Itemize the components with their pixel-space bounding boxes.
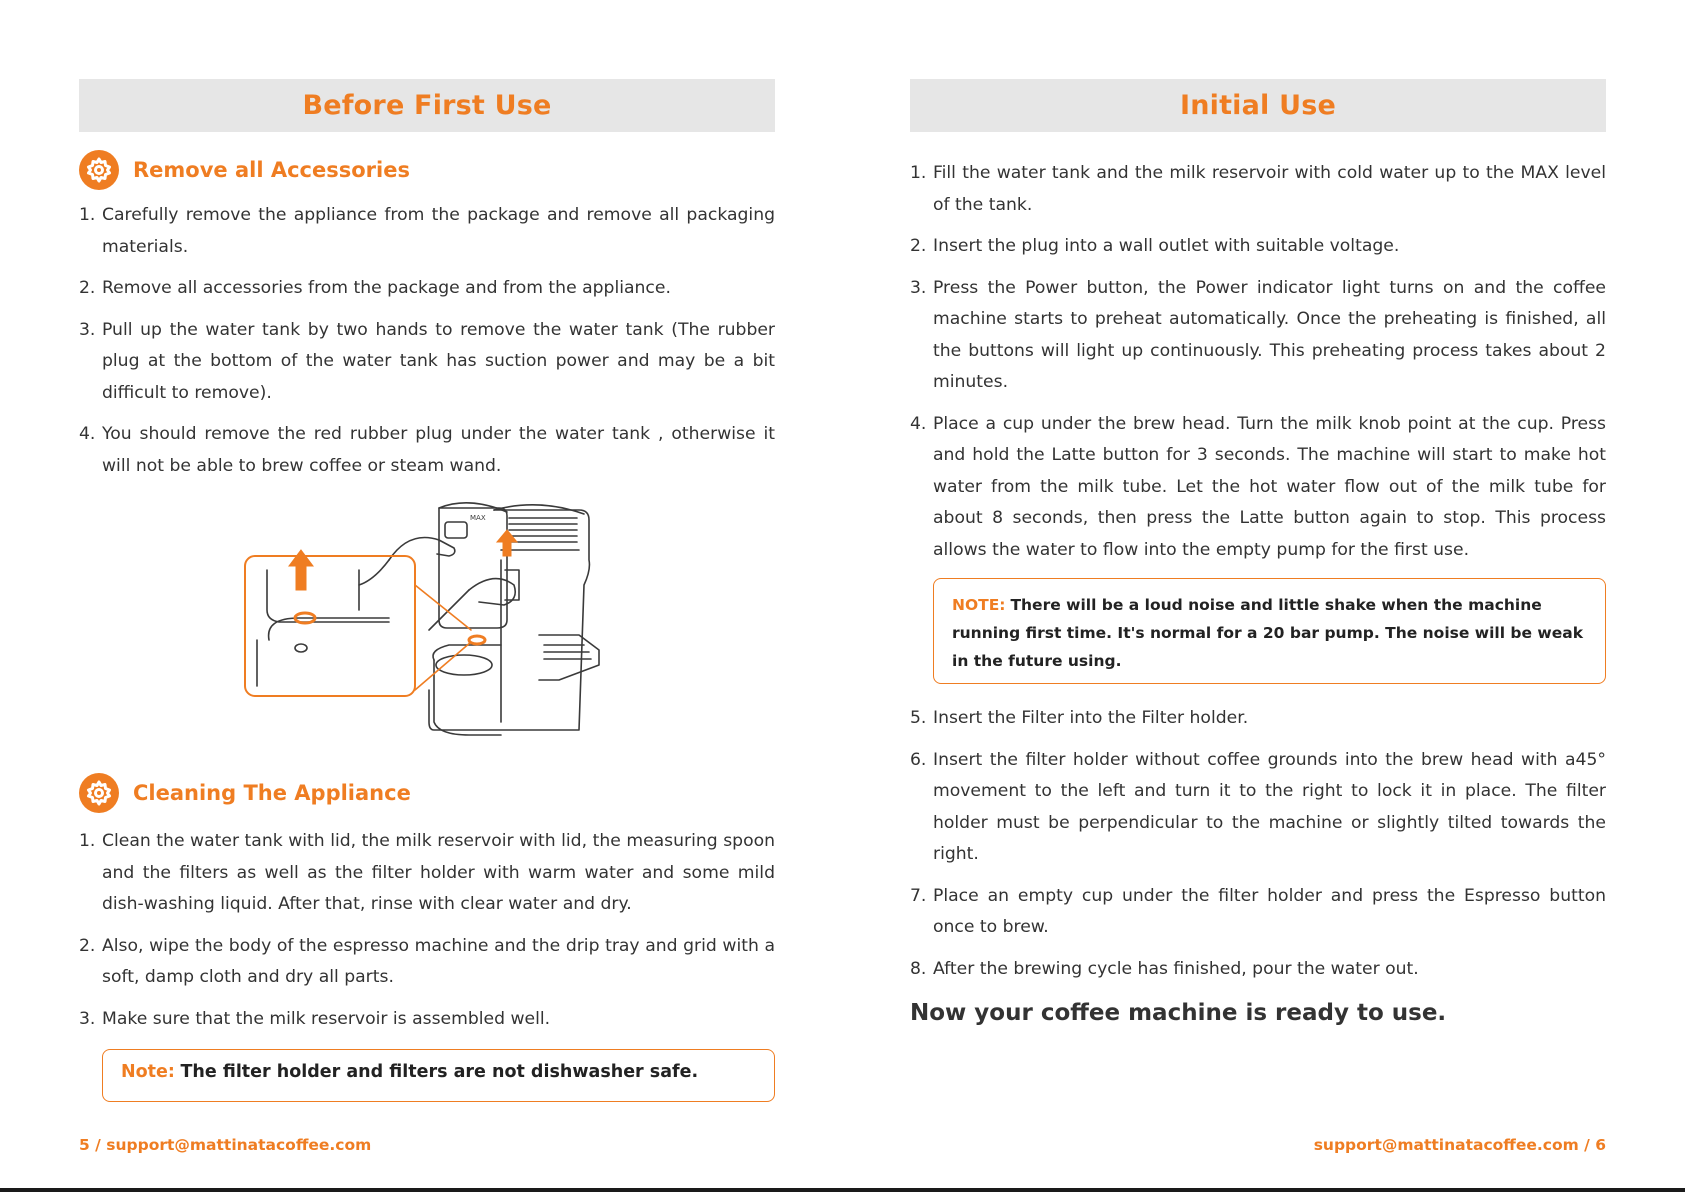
list-item: 1. Clean the water tank with lid, the milk reservoir with lid, the measuring spoon and the filters as well as the filter holder with warm water and some mild dish-washing liquid. After that, rinse with clear water and dry. <box>79 831 775 914</box>
dishwasher-note: Note: The filter holder and filters are not dishwasher safe. <box>102 1049 775 1102</box>
cleaning-appliance-heading <box>79 773 411 813</box>
gear-icon <box>79 773 119 813</box>
section-title: Cleaning The Appliance <box>133 781 411 805</box>
before-first-use-banner <box>79 79 775 132</box>
ready-to-use-text: Now your coffee machine is ready to use. <box>910 1000 1447 1026</box>
list-item: 4. You should remove the red rubber plug under the water tank , otherwise it will not be able to brew coffee or steam wand. <box>79 424 775 476</box>
initial-use-list-b <box>910 703 1606 995</box>
list-item: 3. Press the Power button, the Power indicator light turns on and the coffee machine starts to preheat automatically. Once the preheating is finished, all the buttons will light up continuously. This preheating process takes about 2 minutes. <box>910 277 1606 392</box>
list-item: 5. Insert the Filter into the Filter holder. <box>910 708 1249 728</box>
list-item: 1. Fill the water tank and the milk reservoir with cold water up to the MAX level of the tank. <box>910 163 1606 215</box>
gear-icon <box>79 150 119 190</box>
list-item: 4. Place a cup under the brew head. Turn the milk knob point at the cup. Press and hold the Latte button for 3 seconds. The machine will start to make hot water from the milk tube. Let the hot water flow out of the milk tube for about 8 seconds, then press the Latte button again to stop. This process allows the water to flow into the empty pump for the first use. <box>910 413 1606 560</box>
footer-left: 5 / support@mattinatacoffee.com <box>79 1136 372 1154</box>
banner-title: Initial Use <box>1179 90 1337 121</box>
bottom-border <box>0 1188 1685 1192</box>
list-item: 7. Place an empty cup under the filter holder and press the Espresso button once to brew. <box>910 885 1606 937</box>
remove-accessories-list <box>79 200 775 492</box>
list-item: 2. Also, wipe the body of the espresso machine and the drip tray and grid with a soft, damp cloth and dry all parts. <box>79 935 775 987</box>
list-item: 6. Insert the filter holder without coffee grounds into the brew head with a45° movement to the left and turn it to the right to lock it in place. The filter holder must be perpendicular to the machine or slightly tilted towards the right. <box>910 749 1606 864</box>
max-label: MAX <box>470 514 486 522</box>
list-item: 3. Pull up the water tank by two hands to remove the water tank (The rubber plug at the bottom of the water tank has suction power and may be a bit difficult to remove). <box>79 319 775 403</box>
list-item: 1. Carefully remove the appliance from the package and remove all packaging materials. <box>79 205 775 257</box>
pump-noise-note: NOTE: There will be a loud noise and little shake when the machine running first time. It's normal for a 20 bar pump. The noise will be weak in the future using. <box>933 578 1606 684</box>
cleaning-list <box>79 826 775 1045</box>
list-item: 2. Insert the plug into a wall outlet with suitable voltage. <box>910 236 1400 256</box>
banner-title: Before First Use <box>302 90 552 121</box>
list-item: 3. Make sure that the milk reservoir is assembled well. <box>79 1008 551 1029</box>
list-item: 8. After the brewing cycle has finished, pour the water out. <box>910 958 1419 979</box>
water-tank-removal-illustration <box>239 490 689 745</box>
section-title: Remove all Accessories <box>133 158 410 182</box>
list-item: 2. Remove all accessories from the package and from the appliance. <box>79 278 671 298</box>
initial-use-list-a <box>910 158 1606 576</box>
remove-accessories-heading <box>79 150 410 190</box>
initial-use-banner <box>910 79 1606 132</box>
footer-right: support@mattinatacoffee.com / 6 <box>1313 1136 1606 1154</box>
